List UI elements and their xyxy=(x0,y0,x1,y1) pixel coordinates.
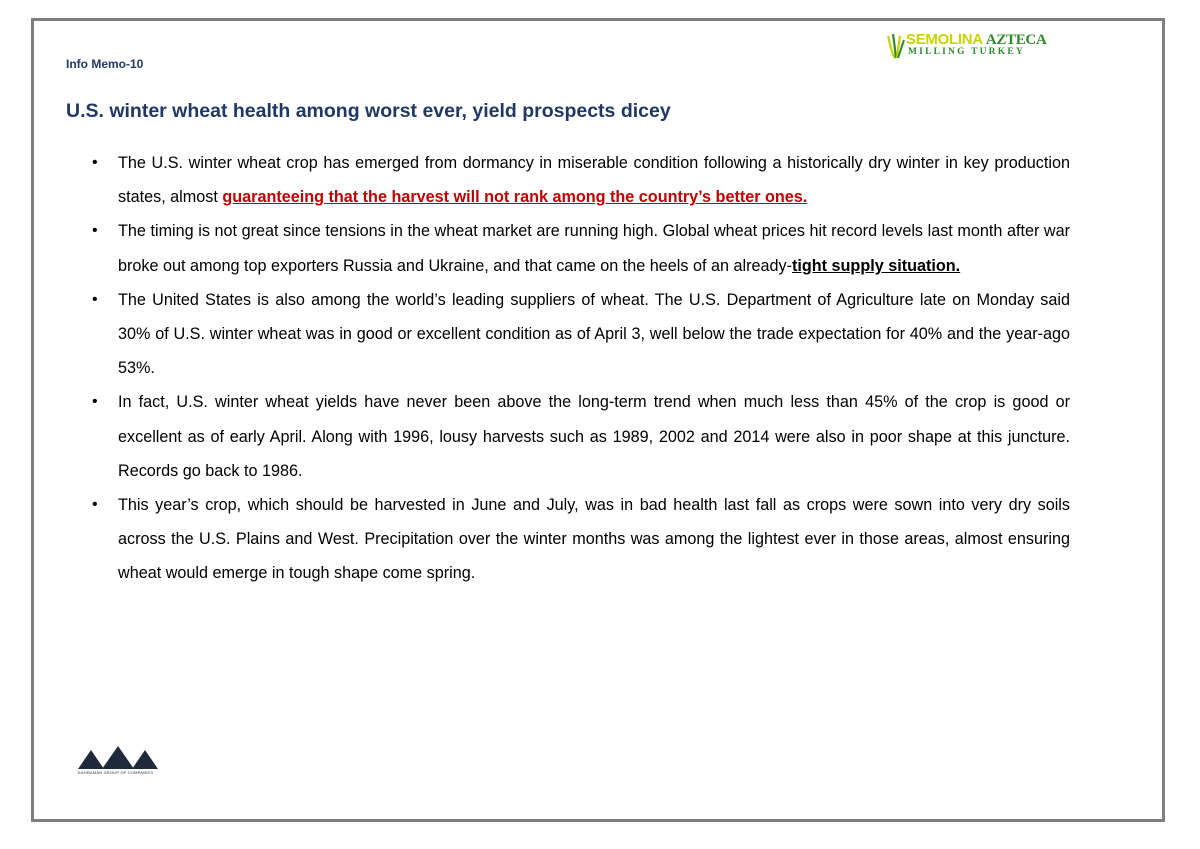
semolina-azteca-logo xyxy=(884,30,1054,66)
bullet-highlight: tight supply situation. xyxy=(791,256,961,275)
bullet-text: In fact, U.S. winter wheat yields have never been above the long-term trend when much less than 45% of the crop is good or excellent as of early April. Along with 1996, lousy harvests such as 1989, 2002 and 2014 were also in poor shape at this juncture. Records go back to 1986. xyxy=(118,393,1070,480)
bullet-list xyxy=(88,146,1070,591)
memo-label: Info Memo-10 xyxy=(66,57,144,71)
bullet-item xyxy=(88,488,1070,591)
page-title: U.S. winter wheat health among worst ever, yield prospects dicey xyxy=(66,100,671,122)
bullet-item xyxy=(88,214,1070,282)
logo-subtitle: MILLING TURKEY xyxy=(908,47,1025,57)
company-logo xyxy=(78,742,160,780)
bullet-text: The United States is also among the world’s leading suppliers of wheat. The U.S. Department of Agriculture late on Monday said 30% of U.S. winter wheat was in good or excellent condition as of April 3, well below the trade expectation for 40% and the year-ago 53%. xyxy=(118,290,1070,378)
company-logo-caption: KAHRAMAN GROUP OF COMPANIES xyxy=(78,770,154,775)
bullet-item xyxy=(88,146,1070,214)
mountains-icon xyxy=(78,742,160,770)
bullet-highlight: guaranteeing that the harvest will not rank among the country’s better ones. xyxy=(222,188,808,207)
bullet-item xyxy=(88,283,1070,386)
bullet-text: The U.S. winter wheat crop has emerged from dormancy in miserable condition following a historically dry winter in key production states, almost xyxy=(118,154,1070,207)
logo-semolina-text: SEMOLINA xyxy=(906,31,983,48)
bullet-item xyxy=(88,385,1070,488)
bullet-text: The timing is not great since tensions in the wheat market are running high. Global wheat prices hit record levels last month after war broke out among top exporters Russia and Ukraine, and that came on the heels of an already- xyxy=(118,222,1070,275)
logo-azteca-text: AZTECA xyxy=(985,32,1047,48)
bullet-text: This year’s crop, which should be harvested in June and July, was in bad health last fall as crops were sown into very dry soils across the U.S. Plains and West. Precipitation over the winter months was among the lightest ever in those areas, almost ensuring wheat would emerge in tough shape come spring. xyxy=(118,496,1070,583)
wheat-icon xyxy=(884,32,906,60)
